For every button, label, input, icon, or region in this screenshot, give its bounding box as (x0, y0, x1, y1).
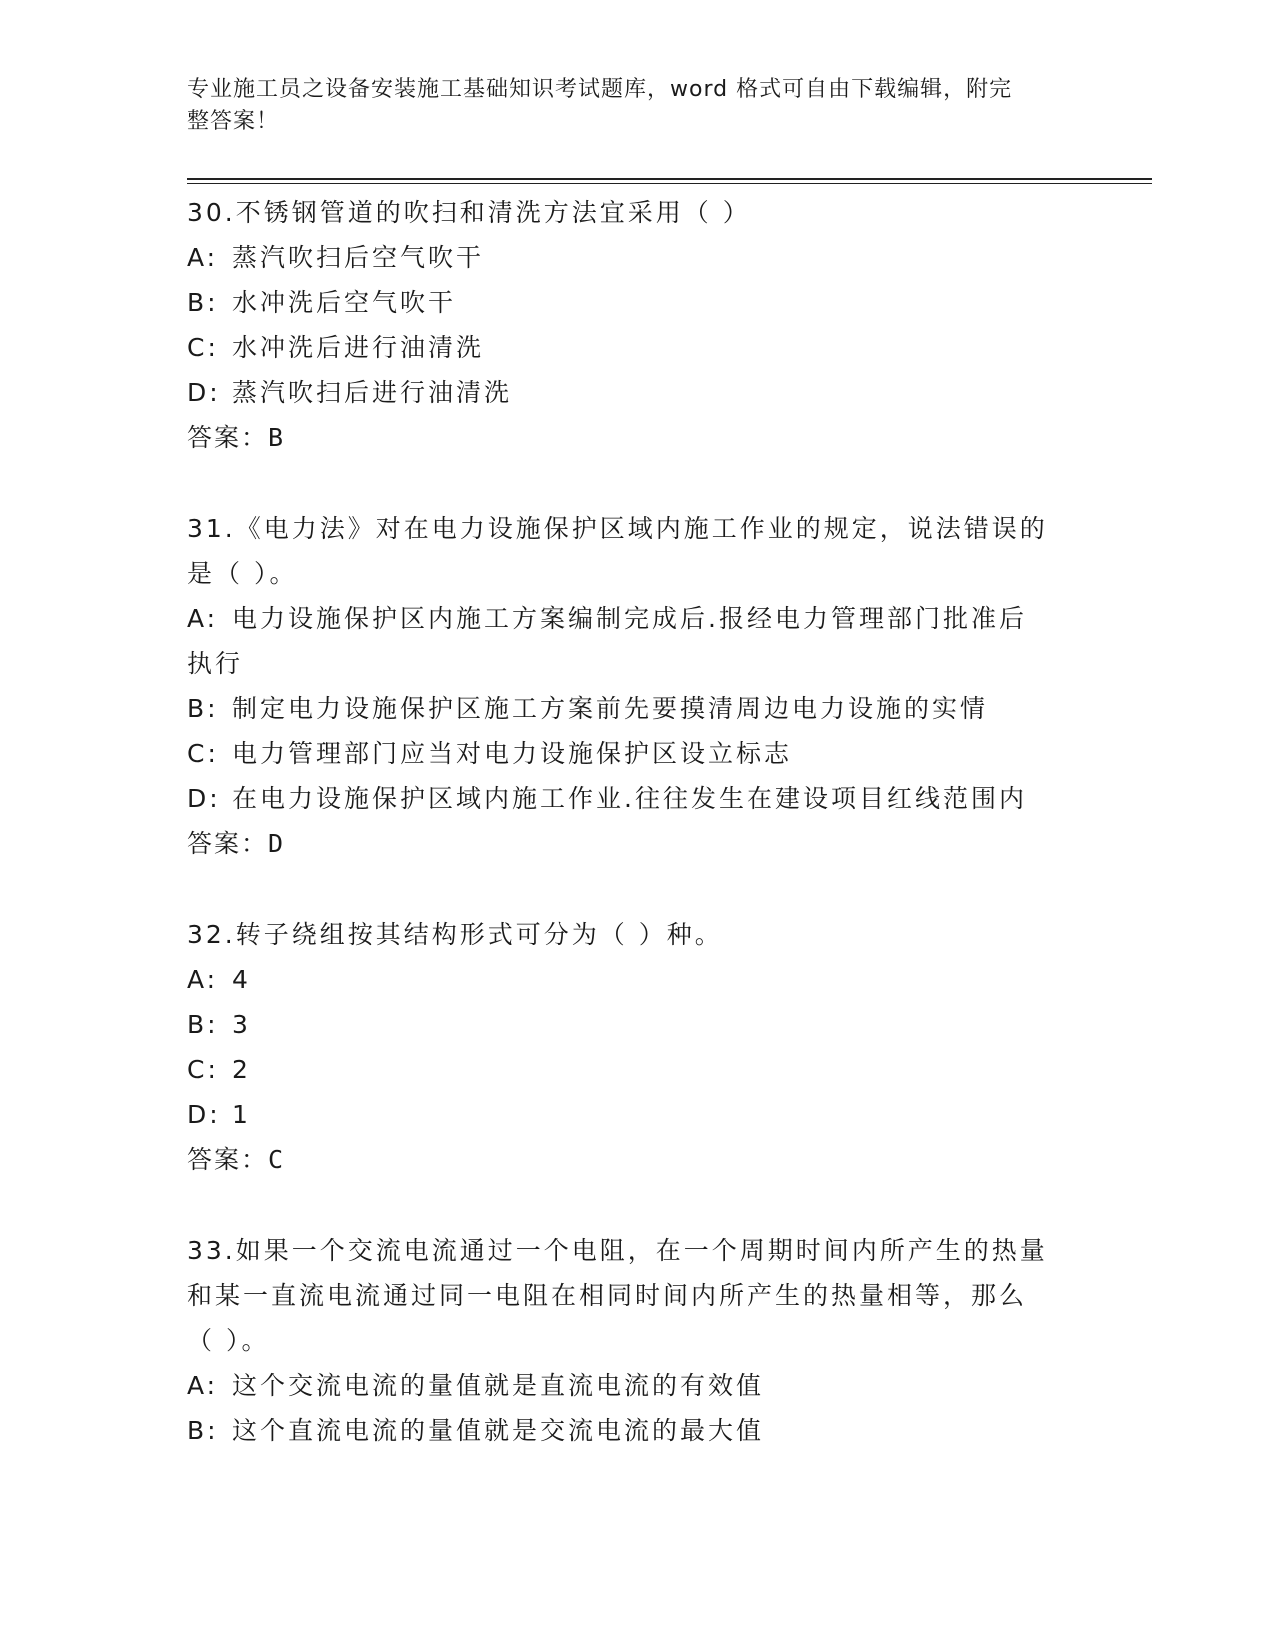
question-stem-line-2: 和某一直流电流通过同一电阻在相同时间内所产生的热量相等，那么 (187, 1281, 1028, 1310)
option-text: 蒸汽吹扫后进行油清洗 (232, 378, 513, 407)
header-divider-thick (187, 178, 1152, 180)
option-b (187, 1408, 1087, 1453)
answer-value: B (268, 423, 284, 452)
option-text: 在电力设施保护区域内施工作业.往往发生在建设项目红线范围内 (232, 784, 1027, 813)
option-key: D: (187, 784, 221, 813)
question-stem-line-3: （ ）。 (187, 1326, 270, 1355)
option-text: 水冲洗后进行油清洗 (232, 333, 485, 362)
option-text: 电力管理部门应当对电力设施保护区设立标志 (232, 739, 793, 768)
option-d (187, 370, 1087, 415)
option-a-continuation: 执行 (187, 649, 244, 678)
intro-line-1: 专业施工员之设备安装施工基础知识考试题库，word 格式可自由下载编辑，附完 (187, 77, 1013, 102)
question-list (187, 190, 1087, 1499)
option-key: A: (187, 1371, 219, 1400)
option-key: B: (187, 1010, 219, 1039)
question-33 (187, 1228, 1087, 1453)
option-c (187, 731, 1087, 776)
answer-line (187, 415, 1087, 460)
option-key: D: (187, 378, 221, 407)
option-text: 3 (232, 1010, 251, 1039)
option-a (187, 957, 1087, 1002)
question-stem: 30.不锈钢管道的吹扫和清洗方法宜采用（ ） (187, 198, 751, 227)
question-stem-line-1: 33.如果一个交流电流通过一个电阻，在一个周期时间内所产生的热量 (187, 1236, 1048, 1265)
option-key: A: (187, 604, 219, 633)
option-a (187, 1363, 1087, 1408)
intro-line-2: 整答案！ (187, 109, 280, 134)
option-c (187, 1047, 1087, 1092)
question-31 (187, 506, 1087, 866)
option-key: B: (187, 1416, 219, 1445)
option-key: D: (187, 1100, 221, 1129)
option-text: 4 (232, 965, 251, 994)
option-text: 水冲洗后空气吹干 (232, 288, 457, 317)
option-d (187, 776, 1087, 821)
document-intro (187, 74, 1087, 138)
option-a (187, 596, 1087, 641)
option-b (187, 1002, 1087, 1047)
option-b (187, 280, 1087, 325)
option-c (187, 325, 1087, 370)
answer-label: 答案： (187, 1145, 269, 1174)
header-divider-thin (187, 183, 1152, 184)
option-a (187, 235, 1087, 280)
question-32 (187, 912, 1087, 1182)
answer-line (187, 821, 1087, 866)
option-key: B: (187, 288, 219, 317)
option-key: C: (187, 1055, 219, 1084)
option-key: C: (187, 333, 219, 362)
option-text: 1 (232, 1100, 251, 1129)
option-text: 制定电力设施保护区施工方案前先要摸清周边电力设施的实情 (232, 694, 989, 723)
answer-line (187, 1137, 1087, 1182)
question-stem-line-2: 是（ ）。 (187, 559, 298, 588)
option-d (187, 1092, 1087, 1137)
option-text: 电力设施保护区内施工方案编制完成后.报经电力管理部门批准后 (232, 604, 1027, 633)
question-stem-line-1: 31.《电力法》对在电力设施保护区域内施工作业的规定，说法错误的 (187, 514, 1048, 543)
question-30 (187, 190, 1087, 460)
answer-value: D (268, 829, 284, 858)
question-stem: 32.转子绕组按其结构形式可分为（ ）种。 (187, 920, 723, 949)
option-b (187, 686, 1087, 731)
option-text: 蒸汽吹扫后空气吹干 (232, 243, 485, 272)
option-key: A: (187, 965, 219, 994)
answer-label: 答案： (187, 423, 269, 452)
answer-label: 答案： (187, 829, 269, 858)
option-key: C: (187, 739, 219, 768)
option-text: 这个交流电流的量值就是直流电流的有效值 (232, 1371, 765, 1400)
answer-value: C (268, 1145, 284, 1174)
option-key: A: (187, 243, 219, 272)
option-text: 2 (232, 1055, 251, 1084)
option-text: 这个直流电流的量值就是交流电流的最大值 (232, 1416, 765, 1445)
option-key: B: (187, 694, 219, 723)
